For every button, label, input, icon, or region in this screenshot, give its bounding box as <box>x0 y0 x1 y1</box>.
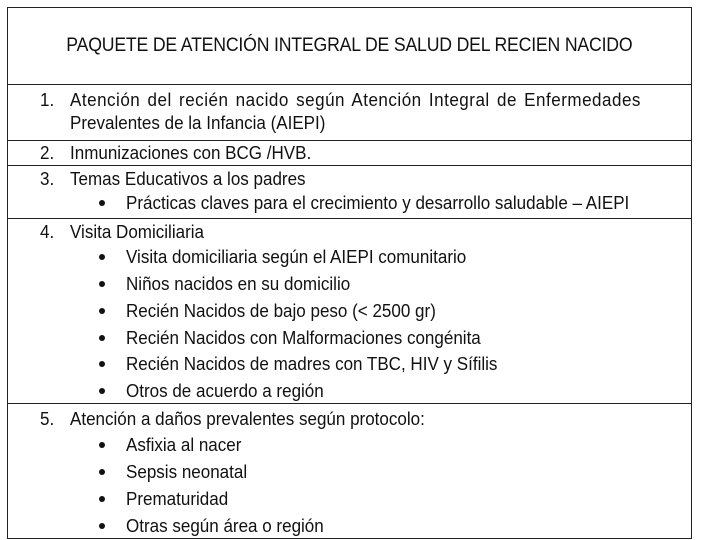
health-package-table <box>7 7 692 539</box>
bullet-dot <box>99 388 105 394</box>
bullet-text: Sepsis neonatal <box>126 461 248 482</box>
bullet-dot <box>99 442 105 448</box>
bullet-text: Niños nacidos en su domicilio <box>126 273 351 294</box>
bullet-text: Recién Nacidos de madres con TBC, HIV y Sífilis <box>126 353 498 374</box>
bullet-dot <box>99 361 105 367</box>
item-number: 2. <box>40 142 55 163</box>
bullet-text: Asfixia al nacer <box>126 434 242 455</box>
item-text-line-1: Atención del recién nacido según Atención Integral de Enfermedades <box>70 89 641 110</box>
bullet-dot <box>99 496 105 502</box>
bullet-text: Prematuridad <box>126 488 229 509</box>
bullet-text: Recién Nacidos de bajo peso (< 2500 gr) <box>126 300 436 321</box>
bullet-dot <box>99 335 105 341</box>
bullet-text: Visita domiciliaria según el AIEPI comunitario <box>126 246 467 267</box>
bullet-dot <box>99 469 105 475</box>
item-number: 5. <box>40 408 55 429</box>
item-row-4 <box>8 219 691 404</box>
bullet-dot <box>99 523 105 529</box>
item-text-line-1: Inmunizaciones con BCG /HVB. <box>70 142 312 163</box>
bullet-text: Recién Nacidos con Malformaciones congénita <box>126 327 481 348</box>
table-title: PAQUETE DE ATENCIÓN INTEGRAL DE SALUD DEL RECIEN NACIDO <box>66 35 633 56</box>
item-number: 1. <box>40 89 55 110</box>
bullet-text: Otras según área o región <box>126 515 324 536</box>
item-row-1 <box>8 85 691 141</box>
bullet-dot <box>99 254 105 260</box>
bullet-text: Otros de acuerdo a región <box>126 380 324 401</box>
item-text-line-1: Atención a daños prevalentes según protocolo: <box>70 408 425 429</box>
item-text-line-2: Prevalentes de la Infancia (AIEPI) <box>70 112 326 133</box>
table-title-row <box>8 8 691 85</box>
bullet-dot <box>99 200 105 206</box>
item-text-line-1: Temas Educativos a los padres <box>70 168 306 189</box>
item-row-3 <box>8 166 691 219</box>
item-text-line-1: Visita Domiciliaria <box>70 221 205 242</box>
item-number: 3. <box>40 168 55 189</box>
item-row-2 <box>8 141 691 166</box>
bullet-dot <box>99 281 105 287</box>
bullet-dot <box>99 308 105 314</box>
bullet-text: Prácticas claves para el crecimiento y desarrollo saludable – AIEPI <box>126 192 630 213</box>
item-number: 4. <box>40 221 55 242</box>
item-row-5 <box>8 404 691 538</box>
